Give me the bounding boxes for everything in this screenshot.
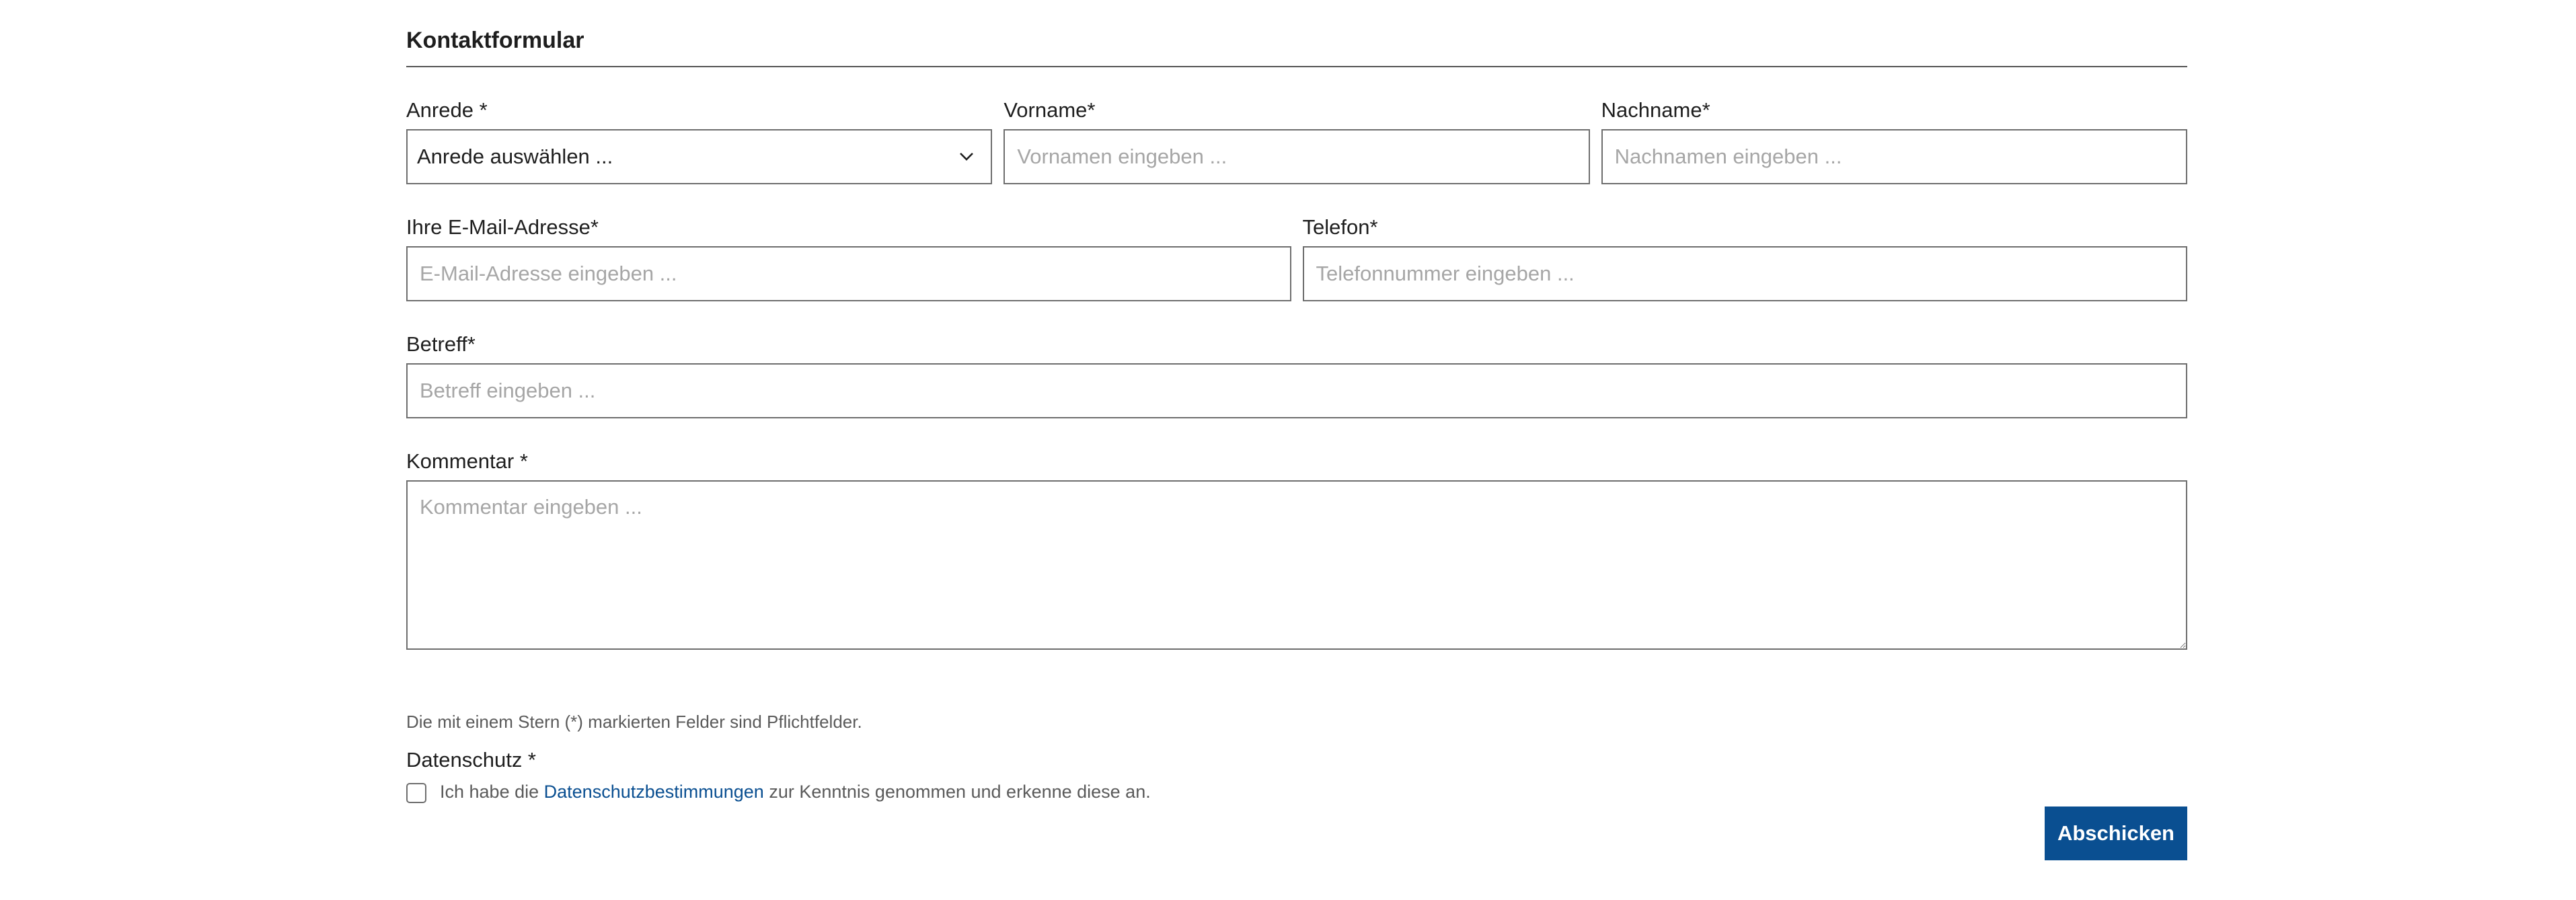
contact-form bbox=[406, 0, 2187, 845]
privacy-label: Datenschutz * bbox=[406, 748, 536, 772]
email-field bbox=[406, 214, 1291, 301]
firstname-label: Vorname* bbox=[1003, 98, 1096, 122]
phone-input[interactable] bbox=[1303, 246, 2188, 301]
subject-label: Betreff* bbox=[406, 332, 476, 356]
privacy-consent bbox=[406, 780, 2187, 803]
comment-row bbox=[406, 448, 2187, 650]
salutation-selected-value: Anrede auswählen ... bbox=[417, 145, 613, 168]
email-label: Ihre E-Mail-Adresse* bbox=[406, 215, 599, 239]
lastname-input[interactable] bbox=[1601, 129, 2187, 184]
phone-label: Telefon* bbox=[1302, 215, 1378, 239]
comment-field bbox=[406, 448, 2187, 650]
name-row bbox=[406, 97, 2187, 184]
subject-input[interactable] bbox=[406, 363, 2187, 418]
form-title: Kontaktformular bbox=[406, 0, 2187, 67]
required-fields-hint: Die mit einem Stern (*) markierten Felder sind Pflichtfelder. bbox=[406, 712, 862, 732]
salutation-label: Anrede * bbox=[406, 98, 488, 122]
salutation-field bbox=[406, 97, 992, 184]
email-input[interactable] bbox=[406, 246, 1291, 301]
privacy-policy-link[interactable]: Datenschutzbestimmungen bbox=[543, 781, 764, 802]
comment-textarea[interactable] bbox=[406, 480, 2187, 650]
contact-row bbox=[406, 214, 2187, 301]
comment-label: Kommentar * bbox=[406, 449, 528, 473]
salutation-select[interactable] bbox=[406, 129, 992, 184]
privacy-text-before: Ich habe die bbox=[440, 781, 539, 802]
submit-button[interactable]: Abschicken bbox=[2045, 807, 2187, 860]
firstname-input[interactable] bbox=[1003, 129, 1589, 184]
firstname-field bbox=[1003, 97, 1589, 184]
chevron-down-icon bbox=[957, 147, 976, 165]
subject-field bbox=[406, 331, 2187, 418]
lastname-label: Nachname* bbox=[1601, 98, 1710, 122]
subject-row bbox=[406, 331, 2187, 418]
privacy-text-after: zur Kenntnis genommen und erkenne diese an. bbox=[769, 781, 1151, 802]
lastname-field bbox=[1601, 97, 2187, 184]
privacy-checkbox[interactable] bbox=[406, 783, 426, 803]
phone-field bbox=[1303, 214, 2188, 301]
